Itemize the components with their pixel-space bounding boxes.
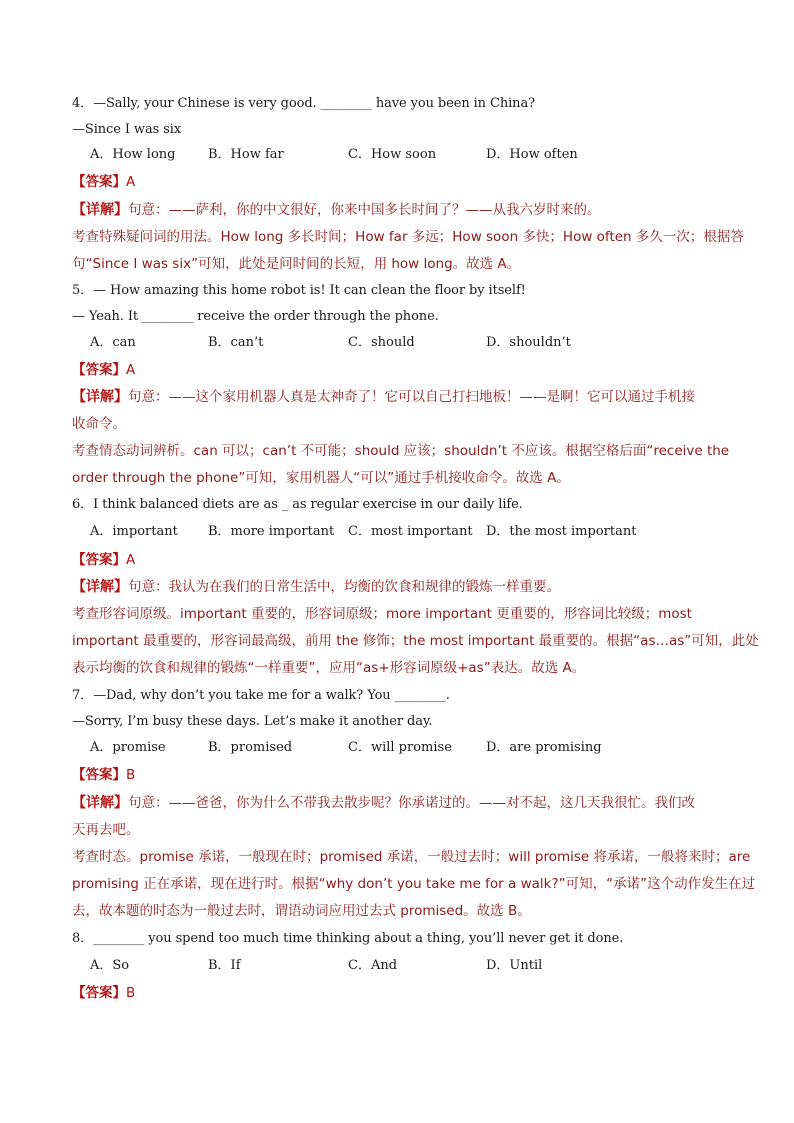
question-6-detail-line-2: 考查形容词原级。important 重要的，形容词原级；more important 更重要的，形容词比较级；most [72, 606, 692, 622]
option-b: B．more important [208, 524, 335, 539]
detail-text: 句意：我认为在我们的日常生活中，均衡的饮食和规律的锻炼一样重要。 [128, 579, 560, 595]
option-b: B．can’t [208, 335, 264, 350]
option-d: D．are promising [486, 740, 602, 755]
question-4-reply: —Since I was six [72, 122, 182, 137]
question-5-detail-line-3: 考查情态动词辨析。can 可以；can’t 不可能；should 应该；shouldn’t 不应该。根据空格后面“receive the [72, 443, 730, 459]
question-6-answer [72, 550, 135, 570]
question-5-detail-line-1 [72, 387, 695, 407]
detail-label: 【详解】 [72, 389, 128, 405]
question-7-detail-line-3: 考查时态。promise 承诺，一般现在时；promised 承诺，一般过去时；will promise 将承诺，一般将来时；are [72, 849, 751, 865]
answer-label: 【答案】 [72, 552, 126, 568]
question-6-stem [72, 495, 523, 515]
question-8-stem [72, 929, 623, 949]
question-number: 4． [72, 96, 94, 111]
answer-value: A [126, 552, 136, 568]
question-5-detail-line-2: 收命令。 [72, 416, 126, 432]
question-7-detail-line-1 [72, 793, 695, 813]
detail-text: 句意：——爸爸，你为什么不带我去散步呢？你承诺过的。——对不起，这几天我很忙。我们改 [128, 795, 695, 811]
option-b: B．If [208, 958, 241, 973]
question-number: 7． [72, 688, 94, 703]
question-text: I think balanced diets are as _ as regular exercise in our daily life. [93, 497, 523, 512]
detail-text: 句意：——这个家用机器人真是太神奇了！它可以自己打扫地板！——是啊！它可以通过手机接 [128, 389, 695, 405]
question-7-answer [72, 765, 135, 785]
question-6-detail-line-3: important 最重要的，形容词最高级，前用 the 修饰；the most important 最重要的。根据“as…as”可知，此处 [72, 633, 759, 649]
detail-text: 句意：——萨利，你的中文很好，你来中国多长时间了？——从我六岁时来的。 [128, 202, 601, 218]
option-c: C．most important [348, 524, 473, 539]
question-7-reply: —Sorry, I’m busy these days. Let’s make it another day. [72, 714, 433, 729]
answer-label: 【答案】 [72, 767, 126, 783]
question-6-detail-line-4: 表示均衡的饮食和规律的锻炼“一样重要”，应用“as+形容词原级+as”表达。故选 A。 [72, 660, 586, 676]
detail-label: 【详解】 [72, 579, 128, 595]
question-7-detail-line-2: 天再去吧。 [72, 822, 140, 838]
option-c: C．And [348, 958, 398, 973]
question-8-answer [72, 983, 135, 1003]
option-b: B．How far [208, 147, 284, 162]
question-7-stem [72, 686, 450, 706]
question-4-detail-line-3: 句“Since I was six”可知，此处是问时间的长短，用 how long。故选 A。 [72, 256, 521, 272]
answer-value: B [126, 767, 136, 783]
option-d: D．Until [486, 958, 543, 973]
option-b: B．promised [208, 740, 293, 755]
option-a: A．important [90, 524, 178, 539]
question-5-stem [72, 281, 526, 301]
option-a: A．How long [90, 147, 176, 162]
detail-label: 【详解】 [72, 795, 128, 811]
question-5-detail-line-4: order through the phone”可知，家用机器人“可以”通过手机接收命令。故选 A。 [72, 470, 570, 486]
question-text: — How amazing this home robot is! It can clean the floor by itself! [93, 283, 526, 298]
answer-label: 【答案】 [72, 174, 126, 190]
question-7-detail-line-5: 去，故本题的时态为一般过去时，谓语动词应用过去式 promised。故选 B。 [72, 903, 531, 919]
question-7-detail-line-4: promising 正在承诺，现在进行时。根据“why don’t you take me for a walk?”可知，“承诺”这个动作发生在过 [72, 876, 756, 892]
question-number: 5． [72, 283, 94, 298]
question-4-answer [72, 172, 135, 192]
answer-label: 【答案】 [72, 985, 126, 1001]
option-c: C．How soon [348, 147, 437, 162]
question-5-answer [72, 360, 135, 380]
answer-value: B [126, 985, 136, 1001]
question-4-stem [72, 94, 535, 114]
question-text: ________ you spend too much time thinking about a thing, you’ll never get it done. [93, 931, 624, 946]
question-number: 6． [72, 497, 94, 512]
option-c: C．will promise [348, 740, 452, 755]
question-number: 8． [72, 931, 94, 946]
detail-label: 【详解】 [72, 202, 128, 218]
option-a: A．can [90, 335, 136, 350]
question-5-reply: — Yeah. It ________ receive the order through the phone. [72, 309, 439, 324]
option-d: D．the most important [486, 524, 637, 539]
answer-label: 【答案】 [72, 362, 126, 378]
option-a: A．So [90, 958, 130, 973]
option-d: D．shouldn’t [486, 335, 571, 350]
question-4-detail-line-1 [72, 200, 601, 220]
answer-value: A [126, 174, 136, 190]
question-text: —Sally, your Chinese is very good. ________ have you been in China? [93, 96, 535, 111]
question-6-detail-line-1 [72, 577, 560, 597]
option-c: C．should [348, 335, 415, 350]
question-text: —Dad, why don’t you take me for a walk? You ________. [93, 688, 450, 703]
option-a: A．promise [90, 740, 166, 755]
option-d: D．How often [486, 147, 578, 162]
answer-value: A [126, 362, 136, 378]
question-4-detail-line-2: 考查特殊疑问词的用法。How long 多长时间；How far 多远；How soon 多快；How often 多久一次；根据答 [72, 229, 744, 245]
